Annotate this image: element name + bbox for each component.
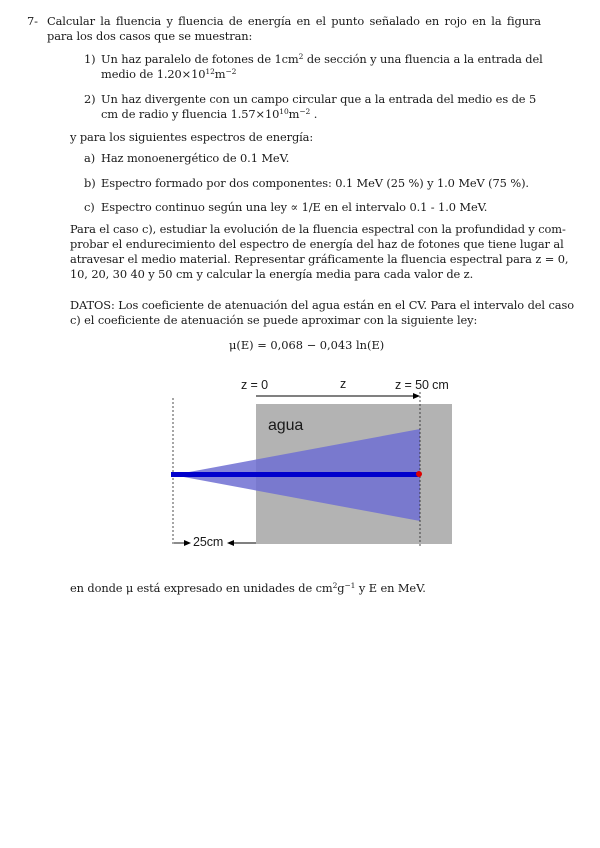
case-2-number: 2) (84, 92, 96, 106)
label-water: agua (268, 417, 304, 434)
label-z0: z = 0 (241, 378, 268, 392)
case-c-line-2: probar el endurecimiento del espectro de energía del haz de fotones que tiene lugar al (70, 237, 564, 251)
page (17, 0, 580, 602)
z-arrow-head (413, 393, 420, 399)
distance-arrow-left-head (227, 540, 234, 546)
spectrum-a-letter: a) (84, 151, 96, 165)
measurement-point (416, 471, 422, 477)
spectrum-a-text: Haz monoenergético de 0.1 MeV. (101, 151, 290, 165)
case-2-text: Un haz divergente con un campo circular que a la entrada del medio es de 5 cm de radio y fluencia $1.57\times 10^{10}m^{-2}$ . (101, 92, 537, 121)
case-1-number: 1) (84, 52, 96, 66)
case-1-text: Un haz paralelo de fotones de $1cm^2$ de sección y una fluencia a la entrada del medio de $1.20\times 10^{12}m^{-2}$ (101, 52, 543, 81)
label-z50: z = 50 cm (395, 378, 449, 392)
attenuation-formula: μ(E) = 0,068 − 0,043 ln(E) (229, 338, 385, 352)
case-c-line-4: 10, 20, 30 40 y 50 cm y calcular la energía media para cada valor de z. (70, 267, 474, 281)
datos-line-2: c) el coeficiente de atenuación se puede aproximar con la siguiente ley: (70, 313, 478, 327)
case-c-line-3: atravesar el medio material. Representar gráficamente la fluencia espectral para z = 0, (70, 252, 569, 266)
label-distance: 25cm (193, 535, 224, 549)
datos-line-1: DATOS: Los coeficiente de atenuación del agua están en el CV. Para el intervalo del caso (70, 298, 574, 312)
spectra-intro: y para los siguientes espectros de energía: (70, 130, 314, 144)
problem-intro: Calcular la fluencia y fluencia de energía en el punto señalado en rojo en la figura para los dos casos que se muestran: (47, 14, 541, 43)
beam-figure (17, 0, 580, 602)
spectrum-c-text: Espectro continuo según una ley ∝ 1/E en el intervalo 0.1 - 1.0 MeV. (101, 200, 488, 214)
distance-arrow-right-head (184, 540, 191, 546)
label-z: z (340, 377, 347, 391)
problem-number: 7- (27, 14, 38, 28)
units-footer: en donde μ está expresado en unidades de $cm^2g^{-1}$ y E en MeV. (70, 581, 426, 595)
case-c-line-1: Para el caso c), estudiar la evolución de la fluencia espectral con la profundidad y com- (70, 222, 566, 236)
spectrum-b-letter: b) (84, 176, 96, 190)
spectrum-b-text: Espectro formado por dos componentes: 0.1 MeV (25 %) y 1.0 MeV (75 %). (101, 176, 529, 190)
spectrum-c-letter: c) (84, 200, 95, 214)
